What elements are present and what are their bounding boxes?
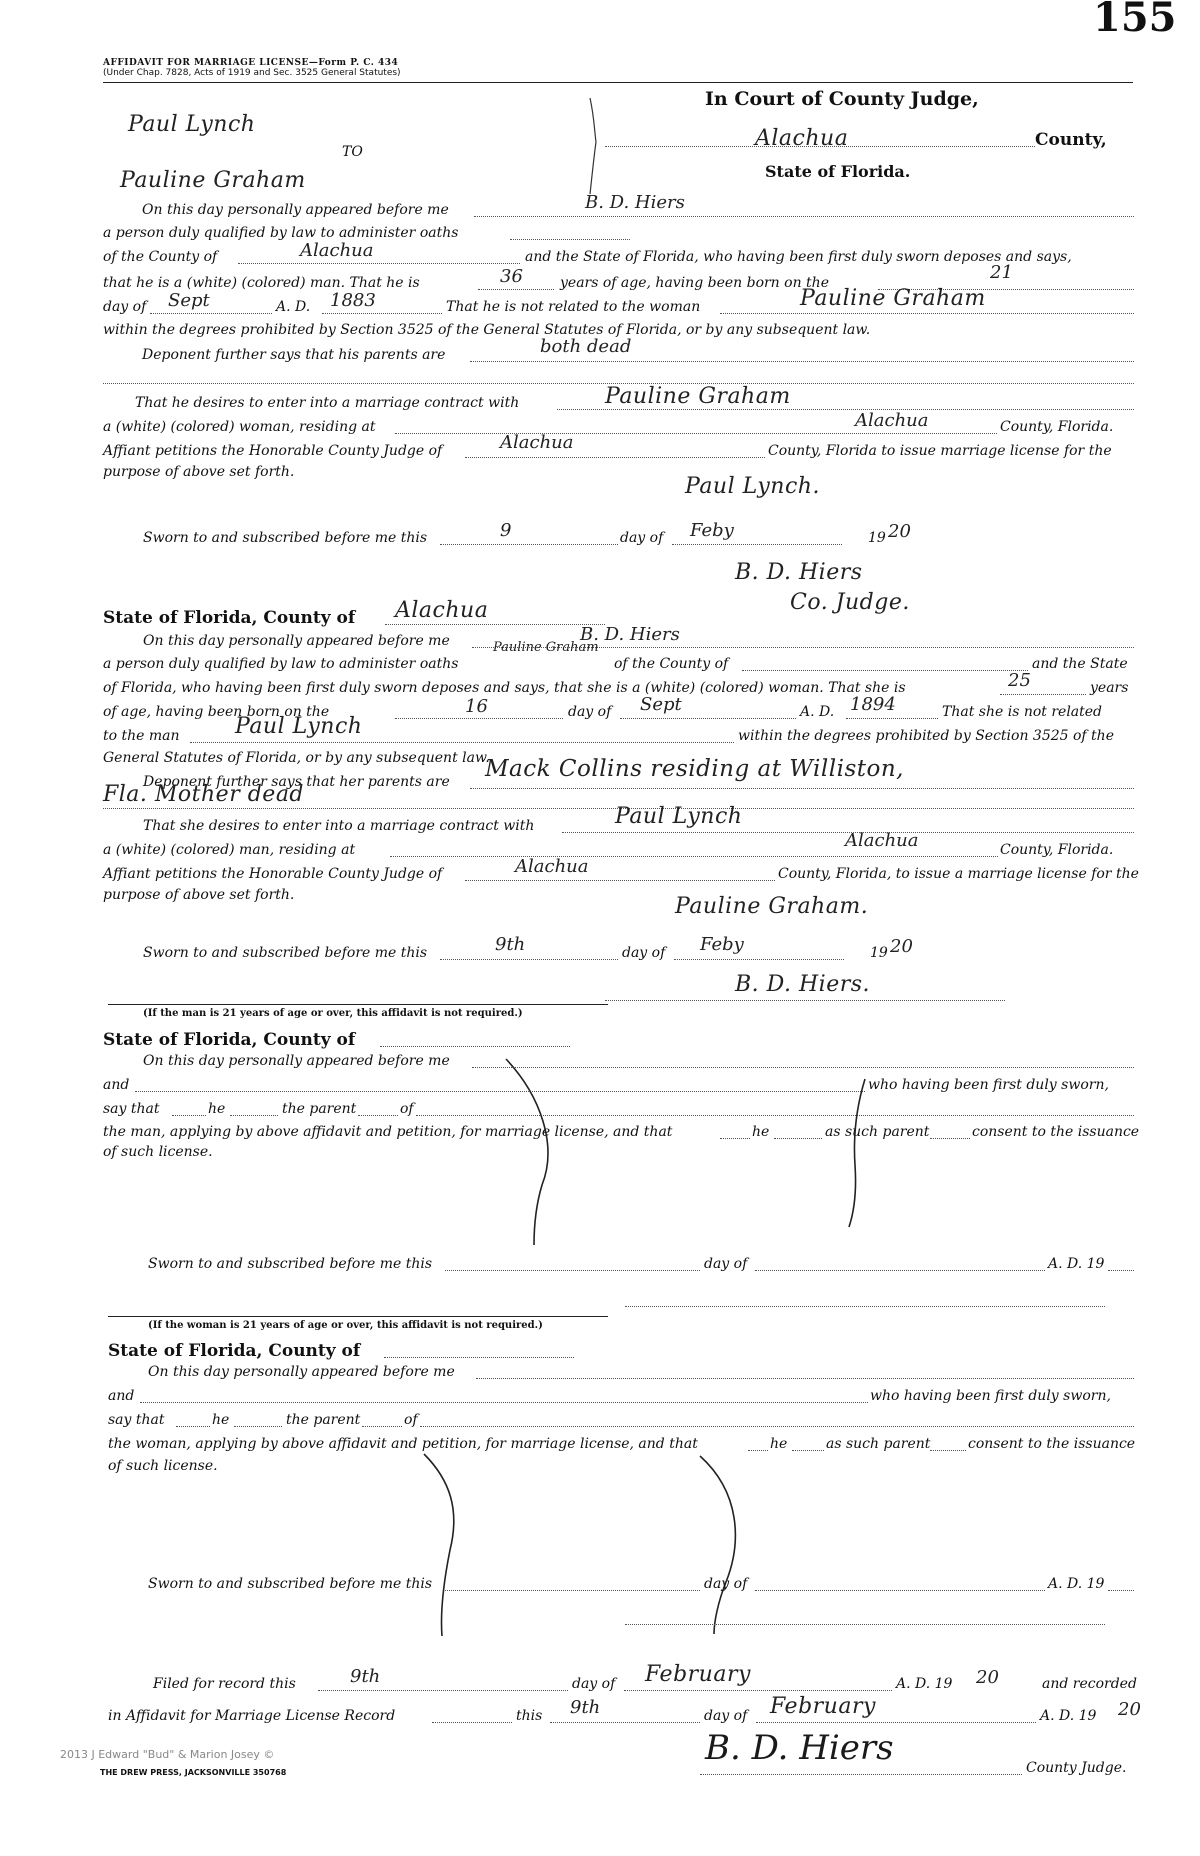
groom-aff-line9b: County, Florida. xyxy=(1000,419,1114,435)
woman-consent-line3c: the parent xyxy=(286,1412,361,1428)
bride-judge-signature: B. D. Hiers. xyxy=(735,972,871,997)
groom-aff-line10b: County, Florida to issue marriage license for the xyxy=(768,443,1112,459)
woman-consent-ad: A. D. 19 xyxy=(1048,1576,1105,1592)
filing-rec-year: 20 xyxy=(1118,1699,1141,1720)
form-title: AFFIDAVIT FOR MARRIAGE LICENSE—Form P. C. 434 xyxy=(103,58,399,68)
groom-aff-birthday: 21 xyxy=(990,262,1013,283)
man-consent-line4d: consent to the issuance xyxy=(972,1124,1140,1140)
man-consent-line1: On this day personally appeared before me xyxy=(143,1053,450,1069)
woman-consent-line4d: consent to the issuance xyxy=(968,1436,1136,1452)
bride-aff-line5b: within the degrees prohibited by Section 3525 of the xyxy=(738,728,1114,744)
woman-consent-strike-mark xyxy=(420,1450,480,1640)
filing-line1c: A. D. 19 xyxy=(896,1676,953,1692)
groom-aff-officer: B. D. Hiers xyxy=(585,192,685,213)
bride-aff-line5a: to the man xyxy=(103,728,180,744)
groom-aff-line2: a person duly qualified by law to administer oaths xyxy=(103,225,459,241)
man-consent-line3d: of xyxy=(400,1101,414,1117)
bride-aff-line2a: a person duly qualified by law to administer oaths xyxy=(103,656,459,672)
man-consent-line3b: he xyxy=(208,1101,226,1117)
bride-aff-parents2: Fla. Mother dead xyxy=(103,782,305,807)
man-consent-ad: A. D. 19 xyxy=(1048,1256,1105,1272)
woman-consent-line3d: of xyxy=(404,1412,418,1428)
bride-aff-header: State of Florida, County of xyxy=(103,608,356,628)
bride-aff-line4d: That she is not related xyxy=(942,704,1103,720)
court-title: In Court of County Judge, xyxy=(705,88,979,110)
man-consent-strike-mark-2 xyxy=(835,1075,875,1230)
bride-aff-line3a: of Florida, who having been first duly sworn deposes and says, that she is a (white) (colored) woman. That she is xyxy=(103,680,906,696)
woman-consent-header: State of Florida, County of xyxy=(108,1341,361,1361)
bride-aff-man: Paul Lynch xyxy=(235,714,363,739)
filing-line2a: in Affidavit for Marriage License Record xyxy=(108,1708,396,1724)
groom-aff-line5c: That he is not related to the woman xyxy=(446,299,701,315)
bride-aff-parents1: Mack Collins residing at Williston, xyxy=(485,756,904,782)
state-label: State of Florida. xyxy=(765,162,911,181)
filing-rec-day: 9th xyxy=(570,1697,601,1718)
woman-consent-line4b: he xyxy=(770,1436,788,1452)
bride-aff-line4c: A. D. xyxy=(800,704,835,720)
groom-aff-line3b: and the State of Florida, who having been first duly sworn deposes and says, xyxy=(525,249,1072,265)
bride-signature: Pauline Graham. xyxy=(675,894,869,919)
filing-line2d: A. D. 19 xyxy=(1040,1708,1097,1724)
bride-aff-county2: Alachua xyxy=(515,856,589,877)
man-consent-line4c: as such parent xyxy=(825,1124,930,1140)
bride-aff-officer: B. D. Hiers xyxy=(580,624,680,645)
woman-consent-sworn: Sworn to and subscribed before me this xyxy=(148,1576,433,1592)
groom-signature: Paul Lynch. xyxy=(685,474,820,499)
woman-consent-dayof: day of xyxy=(704,1576,748,1592)
woman-consent-line3a: say that xyxy=(108,1412,165,1428)
filing-day: 9th xyxy=(350,1666,381,1687)
bride-aff-line2c: and the State xyxy=(1032,656,1128,672)
woman-consent-line3b: he xyxy=(212,1412,230,1428)
bride-name: Pauline Graham xyxy=(120,168,306,193)
filing-line2b: this xyxy=(516,1708,543,1724)
man-consent-line2b: who having been first duly sworn, xyxy=(868,1077,1109,1093)
bride-aff-birthmonth: Sept xyxy=(640,694,682,715)
woman-consent-line4a: the woman, applying by above affidavit and petition, for marriage license, and that xyxy=(108,1436,698,1452)
copyright-notice: 2013 J Edward "Bud" & Marion Josey © xyxy=(60,1748,275,1761)
groom-aff-line7: Deponent further says that his parents are xyxy=(142,347,446,363)
page-number: 155 xyxy=(1093,0,1177,41)
man-consent-line4a: the man, applying by above affidavit and petition, for marriage license, and that xyxy=(103,1124,673,1140)
bride-aff-line4a: of age, having been born on the xyxy=(103,704,330,720)
groom-judge-signature: B. D. Hiers xyxy=(735,560,863,585)
filing-line1a: Filed for record this xyxy=(153,1676,296,1692)
bride-aff-line2b: of the County of xyxy=(614,656,729,672)
form-subtitle: (Under Chap. 7828, Acts of 1919 and Sec. 3525 General Statutes) xyxy=(103,68,401,78)
groom-sworn: Sworn to and subscribed before me this xyxy=(143,530,428,546)
groom-year-prefix: 19 xyxy=(868,530,886,546)
groom-aff-line6: within the degrees prohibited by Section 3525 of the General Statutes of Florida, or by any subsequent law. xyxy=(103,322,871,338)
bride-aff-line1: On this day personally appeared before me xyxy=(143,633,450,649)
man-consent-line3c: the parent xyxy=(282,1101,357,1117)
groom-aff-bride: Pauline Graham xyxy=(605,384,791,409)
filing-line2c: day of xyxy=(704,1708,748,1724)
woman-consent-strike-mark-2 xyxy=(690,1452,750,1637)
groom-aff-line5a: day of xyxy=(103,299,147,315)
groom-year-suffix: 20 xyxy=(888,521,911,542)
groom-aff-county: Alachua xyxy=(300,240,374,261)
groom-aff-birthmonth: Sept xyxy=(168,290,210,311)
groom-aff-line4b: years of age, having been born on the xyxy=(560,275,829,291)
woman-consent-note: (If the woman is 21 years of age or over, this affidavit is not required.) xyxy=(148,1320,543,1331)
groom-judge-title: Co. Judge. xyxy=(790,590,910,615)
bride-aff-name: Pauline Graham xyxy=(493,640,599,655)
bride-aff-birthyear: 1894 xyxy=(850,694,896,715)
bride-dayof: day of xyxy=(622,945,666,961)
bride-aff-birthday: 16 xyxy=(465,696,488,717)
bride-aff-line8: That she desires to enter into a marriage contract with xyxy=(143,818,535,834)
groom-aff-line3a: of the County of xyxy=(103,249,218,265)
bride-aff-age: 25 xyxy=(1008,670,1031,691)
filing-month: February xyxy=(645,1662,751,1687)
groom-sworn-day: 9 xyxy=(500,520,512,541)
bride-aff-line4b: day of xyxy=(568,704,612,720)
woman-consent-line5: of such license. xyxy=(108,1458,218,1474)
woman-consent-line1: On this day personally appeared before me xyxy=(148,1364,455,1380)
groom-sworn-month: Feby xyxy=(690,520,734,541)
groom-aff-woman: Pauline Graham xyxy=(800,286,986,311)
bride-aff-line10a: Affiant petitions the Honorable County Judge of xyxy=(103,866,443,882)
filing-rec-month: February xyxy=(770,1694,876,1719)
man-consent-strike-mark xyxy=(500,1055,560,1250)
woman-consent-line4c: as such parent xyxy=(826,1436,931,1452)
groom-aff-line1: On this day personally appeared before me xyxy=(142,202,449,218)
man-consent-note: (If the man is 21 years of age or over, this affidavit is not required.) xyxy=(143,1008,523,1019)
bride-aff-county: Alachua xyxy=(395,598,489,623)
woman-consent-line2a: and xyxy=(108,1388,135,1404)
bride-aff-line7: Deponent further says that her parents are xyxy=(143,774,450,790)
bride-aff-line10b: County, Florida, to issue a marriage license for the xyxy=(778,866,1139,882)
groom-aff-birthyear: 1883 xyxy=(330,290,376,311)
man-consent-sworn: Sworn to and subscribed before me this xyxy=(148,1256,433,1272)
man-consent-line4b: he xyxy=(752,1124,770,1140)
man-consent-line2a: and xyxy=(103,1077,130,1093)
man-consent-header: State of Florida, County of xyxy=(103,1030,356,1050)
groom-aff-parents: both dead xyxy=(540,336,632,357)
county-judge-title: County Judge. xyxy=(1026,1760,1127,1776)
bride-aff-line11: purpose of above set forth. xyxy=(103,887,295,903)
bride-year-suffix: 20 xyxy=(890,936,913,957)
bride-sworn-month: Feby xyxy=(700,934,744,955)
groom-aff-line8: That he desires to enter into a marriage contract with xyxy=(135,395,520,411)
groom-aff-line9a: a (white) (colored) woman, residing at xyxy=(103,419,376,435)
bride-aff-line9b: County, Florida. xyxy=(1000,842,1114,858)
bride-aff-line3b: years xyxy=(1090,680,1129,696)
bride-sworn: Sworn to and subscribed before me this xyxy=(143,945,428,961)
bride-sworn-day: 9th xyxy=(495,934,526,955)
groom-aff-line5b: A. D. xyxy=(276,299,311,315)
woman-consent-line2b: who having been first duly sworn, xyxy=(870,1388,1111,1404)
groom-dayof: day of xyxy=(620,530,664,546)
bride-year-prefix: 19 xyxy=(870,945,888,961)
man-consent-line5: of such license. xyxy=(103,1144,213,1160)
to-label: TO xyxy=(342,144,363,160)
groom-aff-line11: purpose of above set forth. xyxy=(103,464,295,480)
bride-aff-line6: General Statutes of Florida, or by any subsequent law. xyxy=(103,750,490,766)
groom-aff-county2: Alachua xyxy=(500,432,574,453)
groom-name: Paul Lynch xyxy=(128,112,256,137)
printer-imprint: THE DREW PRESS, JACKSONVILLE 350768 xyxy=(100,1768,287,1777)
caption-county: Alachua xyxy=(755,126,849,151)
bride-aff-groom: Paul Lynch xyxy=(615,804,743,829)
bride-aff-residence: Alachua xyxy=(845,830,919,851)
groom-aff-age: 36 xyxy=(500,266,523,287)
groom-aff-line4a: that he is a (white) (colored) man. That he is xyxy=(103,275,420,291)
header-rule xyxy=(103,82,1133,83)
filing-year: 20 xyxy=(976,1667,999,1688)
filing-line1d: and recorded xyxy=(1042,1676,1137,1692)
groom-aff-residence: Alachua xyxy=(855,410,929,431)
groom-aff-line10a: Affiant petitions the Honorable County Judge of xyxy=(103,443,443,459)
county-label: County, xyxy=(1035,130,1107,150)
county-judge-signature: B. D. Hiers xyxy=(705,1728,894,1768)
filing-line1b: day of xyxy=(572,1676,616,1692)
man-consent-dayof: day of xyxy=(704,1256,748,1272)
man-consent-line3a: say that xyxy=(103,1101,160,1117)
bride-aff-line9a: a (white) (colored) man, residing at xyxy=(103,842,356,858)
